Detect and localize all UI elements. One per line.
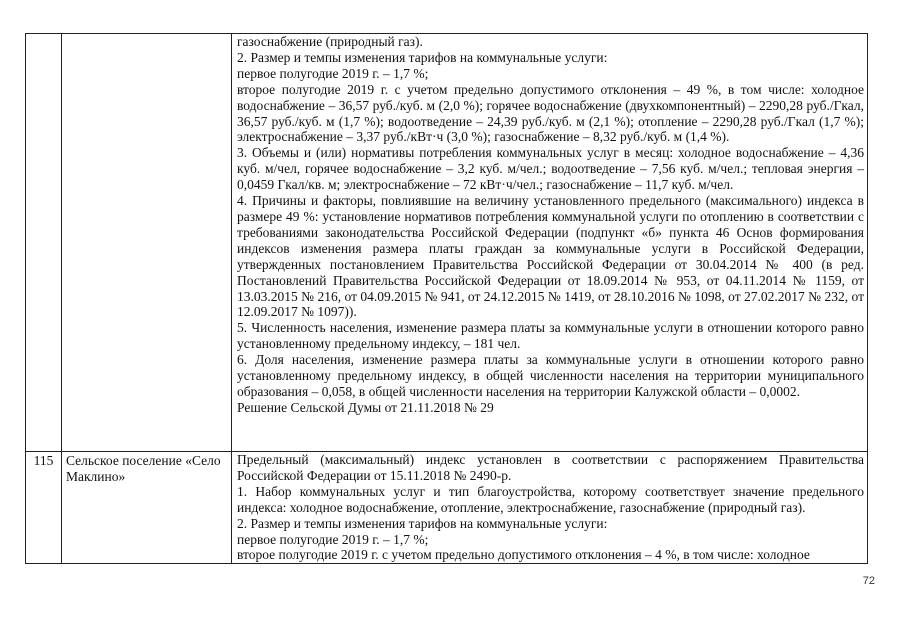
paragraph: 3. Объемы и (или) нормативы потребления коммунальных услуг в месяц: холодное водоснабжение – 4,36 куб. м/чел, горячее водоснабжение – 3,2 куб. м/чел.; водоотведение – 7,56 куб. м/чел.; тепловая энергия – 0,0459 Гкал/кв. м; электроснабжение – 72 кВт·ч/чел.; газоснабжение – 11,7 куб. м/чел. bbox=[237, 145, 864, 193]
paragraph: 4. Причины и факторы, повлиявшие на величину установленного предельного (максимального) индекса в размере 49 %: установление нормативов потребления коммунальной услуги по отоплению в соответствии с требованиями законодательства Российской Федерации (подпункт «б» пункта 46 Основ формирования индексов изменения размера платы граждан за коммунальные услуги в Российской Федерации, утвержденных постановлением Правительства Российской Федерации от 30.04.2014 № 400 (в ред. Постановлений Правительства Российской Федерации от 18.09.2014 № 953, от 04.11.2014 № 1159, от 13.03.2015 № 216, от 04.09.2015 № 941, от 24.12.2015 № 1419, от 28.10.2016 № 1098, от 27.02.2017 № 232, от 12.09.2017 № 1097)). bbox=[237, 193, 864, 320]
table-row bbox=[26, 34, 868, 452]
row-number-cell: 115 bbox=[26, 452, 62, 564]
paragraph: 2. Размер и темпы изменения тарифов на коммунальные услуги: bbox=[237, 49, 608, 65]
municipality-name-cell bbox=[62, 34, 232, 452]
paragraph: 1. Набор коммунальных услуг и тип благоустройства, которому соответствует значение предельного индекса: холодное водоснабжение, отопление, электроснабжение, газоснабжение (природный газ). bbox=[237, 483, 864, 515]
description-cell bbox=[232, 452, 868, 564]
page-number: 72 bbox=[862, 575, 875, 587]
description-cell bbox=[232, 34, 868, 452]
paragraph: 6. Доля населения, изменение размера платы за коммунальные услуги в отношении которого равно установленному предельному индексу, в общей численности населения на территории муниципального образования – 0,058, в общей численности населения на территории Калужской области – 0,0002. bbox=[237, 352, 864, 399]
table-row bbox=[26, 452, 868, 564]
paragraph: первое полугодие 2019 г. – 1,7 %; bbox=[237, 65, 429, 81]
paragraph: 2. Размер и темпы изменения тарифов на коммунальные услуги: bbox=[237, 515, 608, 531]
row-number-cell bbox=[26, 34, 62, 452]
paragraph: Предельный (максимальный) индекс установлен в соответствии с распоряжением Правительства Российской Федерации от 15.11.2018 № 2490-р. bbox=[237, 452, 864, 483]
municipality-name-cell: Сельское поселение «Село Маклино» bbox=[62, 452, 232, 564]
paragraph: второе полугодие 2019 г. с учетом предельно допустимого отклонения – 49 %, в том числе: холодное водоснабжение – 36,57 руб./куб. м (2,0 %); горячее водоснабжение (двухкомпонентный) – 2290,28 руб./Гкал, 36,57 руб./куб. м (1,7 %); водоотведение – 24,39 руб./куб. м (2,1 %); отопление – 2290,28 руб./Гкал (1,7 %); электроснабжение – 3,37 руб./кВт·ч (3,0 %); газоснабжение – 8,32 руб./куб. м (1,4 %). bbox=[237, 81, 864, 145]
tariff-table bbox=[25, 33, 868, 564]
paragraph: первое полугодие 2019 г. – 1,7 %; bbox=[237, 531, 429, 547]
decision-reference: Решение Сельской Думы от 21.11.2018 № 29 bbox=[237, 399, 494, 415]
paragraph: газоснабжение (природный газ). bbox=[237, 34, 423, 49]
paragraph: второе полугодие 2019 г. с учетом предельно допустимого отклонения – 4 %, в том числе: холодное bbox=[237, 547, 810, 563]
paragraph: 5. Численность населения, изменение размера платы за коммунальные услуги в отношении которого равно установленному предельному индексу, – 181 чел. bbox=[237, 320, 864, 352]
